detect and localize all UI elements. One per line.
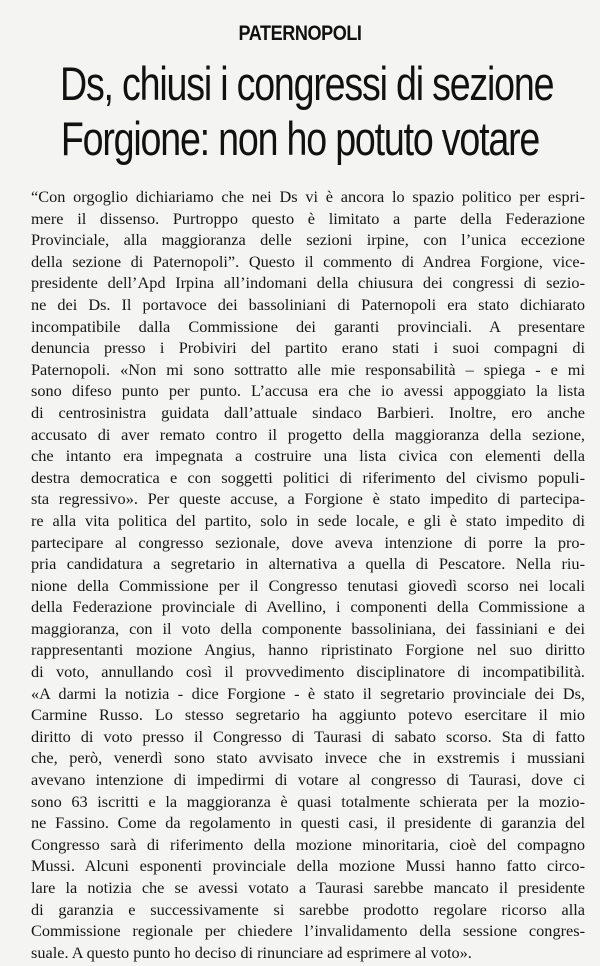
article-line: Provinciale, alla maggioranza delle sezioni irpine, con l’unica eccezione — [31, 230, 585, 250]
article-line: mere il dissenso. Purtroppo questo è limitato a parte della Federazione — [31, 208, 585, 228]
article-line: Carmine Russo. Lo stesso segretario ha aggiunto potevo esercitare il mio — [31, 705, 585, 725]
headline-line-2: Forgione: non ho potuto votare — [60, 112, 540, 165]
article-line: ne Fassino. Come da regolamento in questi casi, il presidente di garanzia del — [31, 813, 585, 833]
article-line: ne dei Ds. Il portavoce dei bassoliniani di Paternopoli era stato dichiarato — [31, 294, 585, 314]
show-through-texture — [0, 0, 600, 20]
show-through-line — [0, 0, 600, 11]
article-line: diritto di voto presso il Congresso di Taurasi di sabato scorso. Sta di fatto — [31, 726, 585, 746]
article-line: di centrosinistra guidata dall’attuale sindaco Barbieri. Inoltre, ero anche — [31, 402, 585, 422]
article-line: Commissione regionale per chiedere l’invalidamento della sessione congres- — [31, 921, 585, 941]
article-line: Mussi. Alcuni esponenti provinciale della mozione Mussi hanno fatto circo- — [31, 856, 585, 876]
article-line: re alla vita politica del partito, solo in sede locale, e gli è stato impedito di — [31, 510, 585, 530]
article-line: sono 63 iscritti e la maggioranza è quasi totalmente schierata per la mozio- — [31, 791, 585, 811]
article-line: che intanto era impegnata a costruire una lista civica con elementi della — [31, 446, 585, 466]
article-body — [31, 186, 585, 963]
article-line: lare la notizia che se avessi votato a Taurasi sarebbe mancato il presidente — [31, 878, 585, 897]
article-line: «A darmi la notizia - dice Forgione - è stato il segretario provinciale dei Ds, — [31, 683, 585, 703]
article-line: nione della Commissione per il Congresso tenutasi giovedì scorso nei locali — [31, 575, 585, 595]
article-line: suale. A questo punto ho deciso di rinunciare ad esprimere al voto». — [31, 942, 472, 962]
article-line: denuncia presso i Probiviri del partito erano stati i suoi compagni di — [31, 338, 585, 358]
headline-line-1: Ds, chiusi i congressi di sezione — [60, 57, 554, 110]
article-line: partecipare al congresso sezionale, dove aveva intenzione di porre la pro- — [31, 532, 585, 552]
article-line: presidente dell’Apd Irpina all’indomani della chiusura dei congressi di sezio- — [31, 273, 585, 293]
article-line: accusato di aver remato contro il progetto della maggioranza della sezione, — [31, 424, 585, 444]
headline — [0, 56, 600, 166]
article-line: pria candidatura a segretario in alternativa a quella di Pescatore. Nella riu- — [31, 554, 585, 574]
section-kicker: PATERNOPOLI — [238, 22, 362, 45]
article-line: che, però, venerdì sono stato avvisato invece che in exstremis i mussiani — [31, 748, 585, 768]
article-line: destra democratica e con soggetti politici di riferimento del civismo populi- — [31, 467, 585, 487]
article-line: sta regressivo». Per queste accuse, a Forgione è stato impedito di partecipa- — [31, 489, 585, 509]
article-line: incompatibile dalla Commissione dei garanti provinciali. A presentare — [31, 316, 585, 336]
article-line: Paternopoli. «Non mi sono sottratto alle mie responsabilità – spiega - e mi — [31, 359, 585, 379]
article-line: Congresso sarà di riferimento della mozione minoritaria, cioè del compagno — [31, 834, 585, 854]
article-line: di voto, annullando così il provvedimento disciplinatore di incompatibilità. — [31, 662, 585, 682]
article-line: della sezione di Paternopoli”. Questo il commento di Andrea Forgione, vice- — [31, 251, 585, 271]
article-line: rappresentanti mozione Angius, hanno ripristinato Forgione nel suo diritto — [31, 640, 585, 660]
article-line: della Federazione provinciale di Avellino, i componenti della Commissione a — [31, 597, 585, 617]
article-line: maggioranza, con il voto della componente bassoliniana, dei fassiniani e dei — [31, 618, 585, 638]
article-line: sono difeso punto per punto. L’accusa era che io avessi appoggiato la lista — [31, 381, 585, 401]
article-line: “Con orgoglio dichiariamo che nei Ds vi è ancora lo spazio politico per espri- — [31, 187, 585, 206]
article-line: avevano intenzione di impedirmi di votare al congresso di Taurasi, dove ci — [31, 770, 585, 790]
article-line: di garanzia e successivamente si sarebbe prodotto regolare ricorso alla — [31, 899, 585, 919]
